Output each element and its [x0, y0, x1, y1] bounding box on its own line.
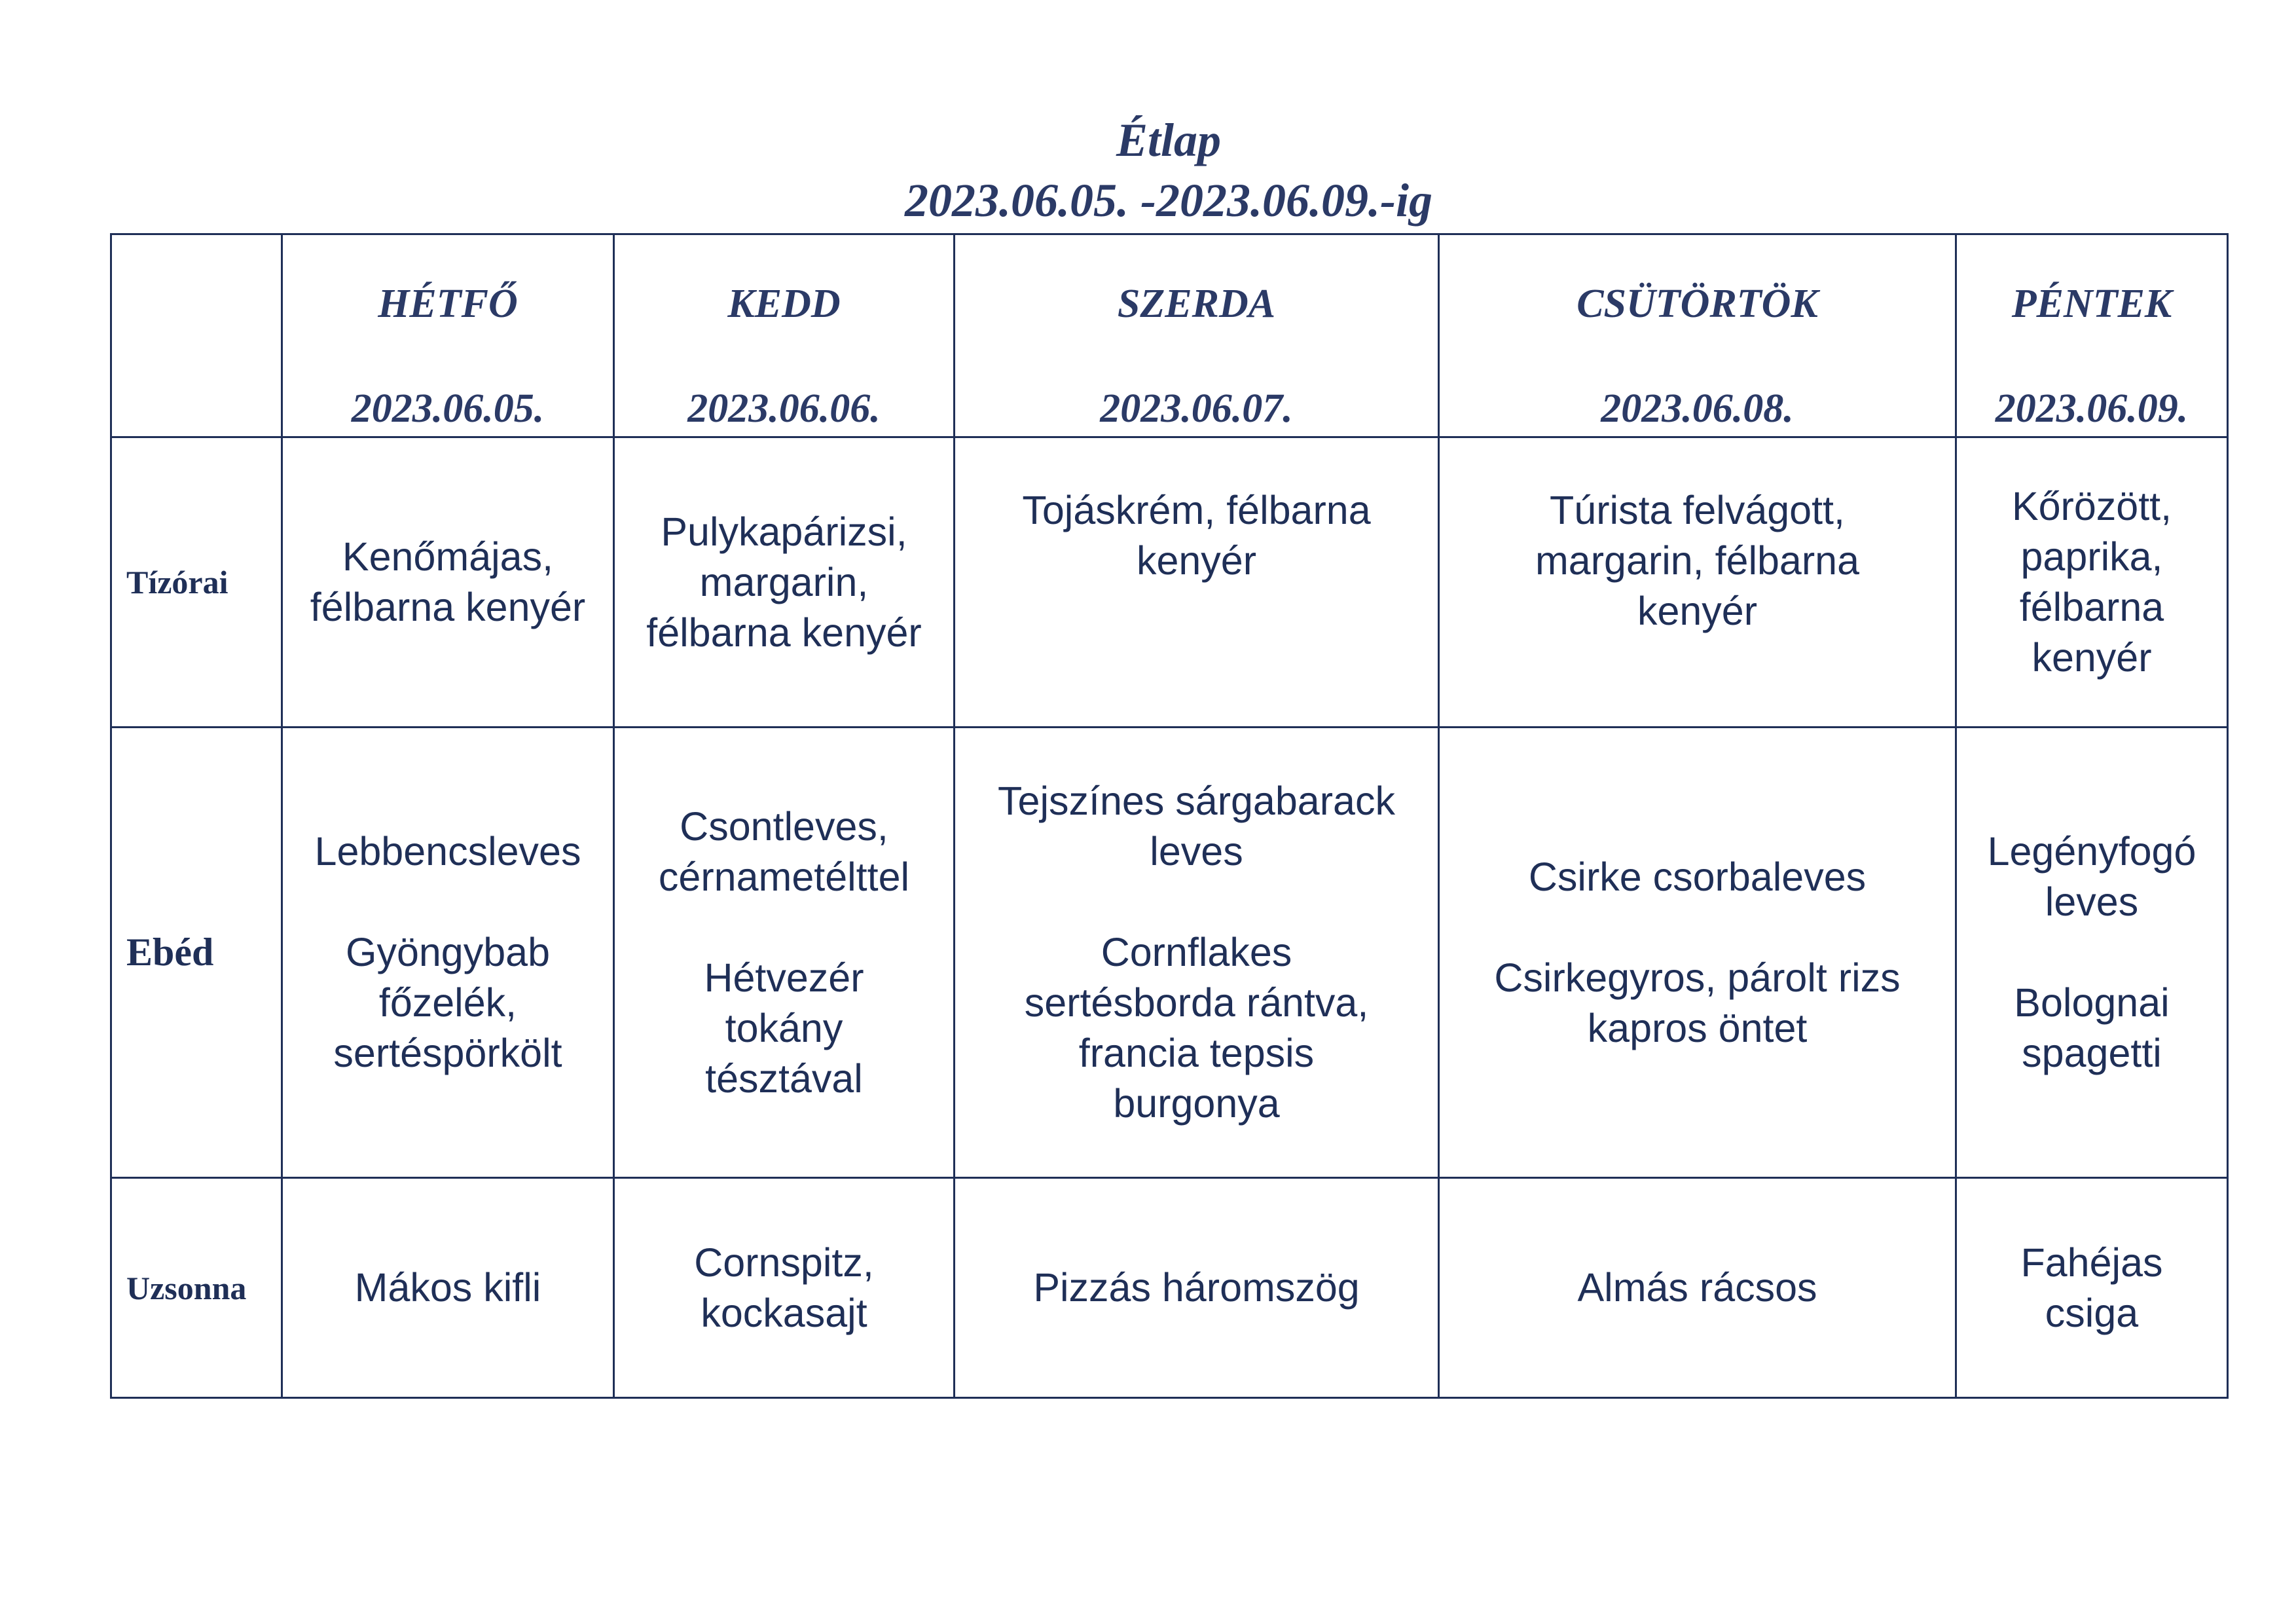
ebed-monday [282, 728, 614, 1178]
food-line: Pizzás háromszög [1033, 1265, 1360, 1310]
soup-line: Tejszínes sárgabarack [998, 779, 1395, 823]
food-line: margarin, [699, 559, 869, 604]
food-line: csiga [2045, 1290, 2139, 1335]
main-course-line: főzelék, [378, 980, 517, 1025]
day-name: SZERDA [1117, 282, 1276, 326]
uzsonna-monday [282, 1178, 614, 1398]
menu-date-range: 2023.06.05. -2023.06.09.-ig [905, 174, 1432, 227]
day-header-monday [282, 234, 614, 437]
day-date: 2023.06.08. [1601, 386, 1794, 431]
main-course-line: kapros öntet [1587, 1005, 1808, 1050]
day-name: PÉNTEK [2011, 282, 2172, 326]
main-course-line: Csirkegyros, párolt rizs [1494, 955, 1901, 1000]
food-line: Cornspitz, [694, 1240, 874, 1285]
uzsonna-friday [1956, 1178, 2228, 1398]
soup-line: Legényfogó [1987, 829, 2196, 874]
uzsonna-wednesday [955, 1178, 1439, 1398]
main-course-line: Hétvezér [704, 955, 864, 1000]
ebed-friday [1956, 728, 2228, 1178]
day-name: KEDD [727, 282, 841, 326]
day-date: 2023.06.05. [351, 386, 545, 431]
soup-line: leves [1150, 829, 1243, 874]
soup-line: leves [2045, 879, 2139, 924]
food-line: Túrista felvágott, [1550, 488, 1845, 532]
row-label-ebed: Ebéd [111, 728, 282, 1178]
soup-line: Csirke csorbaleves [1528, 854, 1867, 899]
tizorai-wednesday [955, 437, 1439, 728]
food-line: Kőrözött, [2011, 484, 2172, 528]
menu-title: Étlap [1116, 114, 1222, 166]
food-line: félbarna kenyér [646, 610, 922, 655]
food-line: Pulykapárizsi, [661, 509, 907, 554]
uzsonna-tuesday [614, 1178, 955, 1398]
tizorai-tuesday [614, 437, 955, 728]
day-header-thursday [1439, 234, 1956, 437]
ebed-thursday [1439, 728, 1956, 1178]
main-course-line: francia tepsis [1078, 1031, 1315, 1075]
header-row [111, 234, 2228, 437]
main-course-line: tésztával [705, 1056, 863, 1101]
day-date: 2023.06.07. [1100, 386, 1293, 431]
food-line: félbarna [2019, 585, 2164, 629]
tizorai-thursday [1439, 437, 1956, 728]
main-course-line: tokány [725, 1005, 843, 1050]
soup-line: Csontleves, [680, 803, 888, 849]
food-line: Tojáskrém, félbarna [1022, 488, 1371, 532]
main-course-line: Cornflakes [1101, 930, 1292, 974]
food-line: paprika, [2020, 534, 2163, 579]
tizorai-friday [1956, 437, 2228, 728]
menu-header [0, 110, 2296, 231]
tizorai-monday [282, 437, 614, 728]
day-name: HÉTFŐ [378, 282, 518, 326]
food-line: kenyér [1136, 538, 1257, 583]
main-course-line: spagetti [2022, 1031, 2162, 1075]
soup-line: Lebbencsleves [314, 829, 581, 874]
main-course-line: Bolognai [2014, 980, 2170, 1025]
main-course-line: burgonya [1113, 1081, 1280, 1126]
food-line: Mákos kifli [354, 1265, 541, 1310]
day-header-wednesday [955, 234, 1439, 437]
day-date: 2023.06.09. [1995, 386, 2189, 431]
main-course-line: sertésborda rántva, [1024, 980, 1369, 1025]
food-line: kockasajt [701, 1290, 867, 1335]
row-label-uzsonna: Uzsonna [111, 1178, 282, 1398]
food-line: kenyér [2032, 635, 2152, 680]
row-ebed [111, 728, 2228, 1178]
row-tizorai [111, 437, 2228, 728]
main-course-line: Gyöngybab [346, 930, 550, 974]
corner-cell [111, 234, 282, 437]
weekly-menu-table [110, 233, 2229, 1399]
row-label-tizorai: Tízórai [111, 437, 282, 728]
food-line: félbarna kenyér [310, 585, 586, 629]
day-date: 2023.06.06. [687, 386, 881, 431]
soup-line: cérnametélttel [658, 854, 910, 899]
day-header-tuesday [614, 234, 955, 437]
row-uzsonna [111, 1178, 2228, 1398]
food-line: kenyér [1637, 589, 1758, 633]
food-line: Fahéjas [2020, 1240, 2163, 1285]
main-course-line: sertéspörkölt [333, 1031, 562, 1075]
ebed-wednesday [955, 728, 1439, 1178]
day-name: CSÜTÖRTÖK [1576, 282, 1818, 326]
day-header-friday [1956, 234, 2228, 437]
uzsonna-thursday [1439, 1178, 1956, 1398]
food-line: Kenőmájas, [342, 534, 554, 579]
food-line: Almás rácsos [1577, 1265, 1817, 1310]
food-line: margarin, félbarna [1535, 538, 1860, 583]
ebed-tuesday [614, 728, 955, 1178]
